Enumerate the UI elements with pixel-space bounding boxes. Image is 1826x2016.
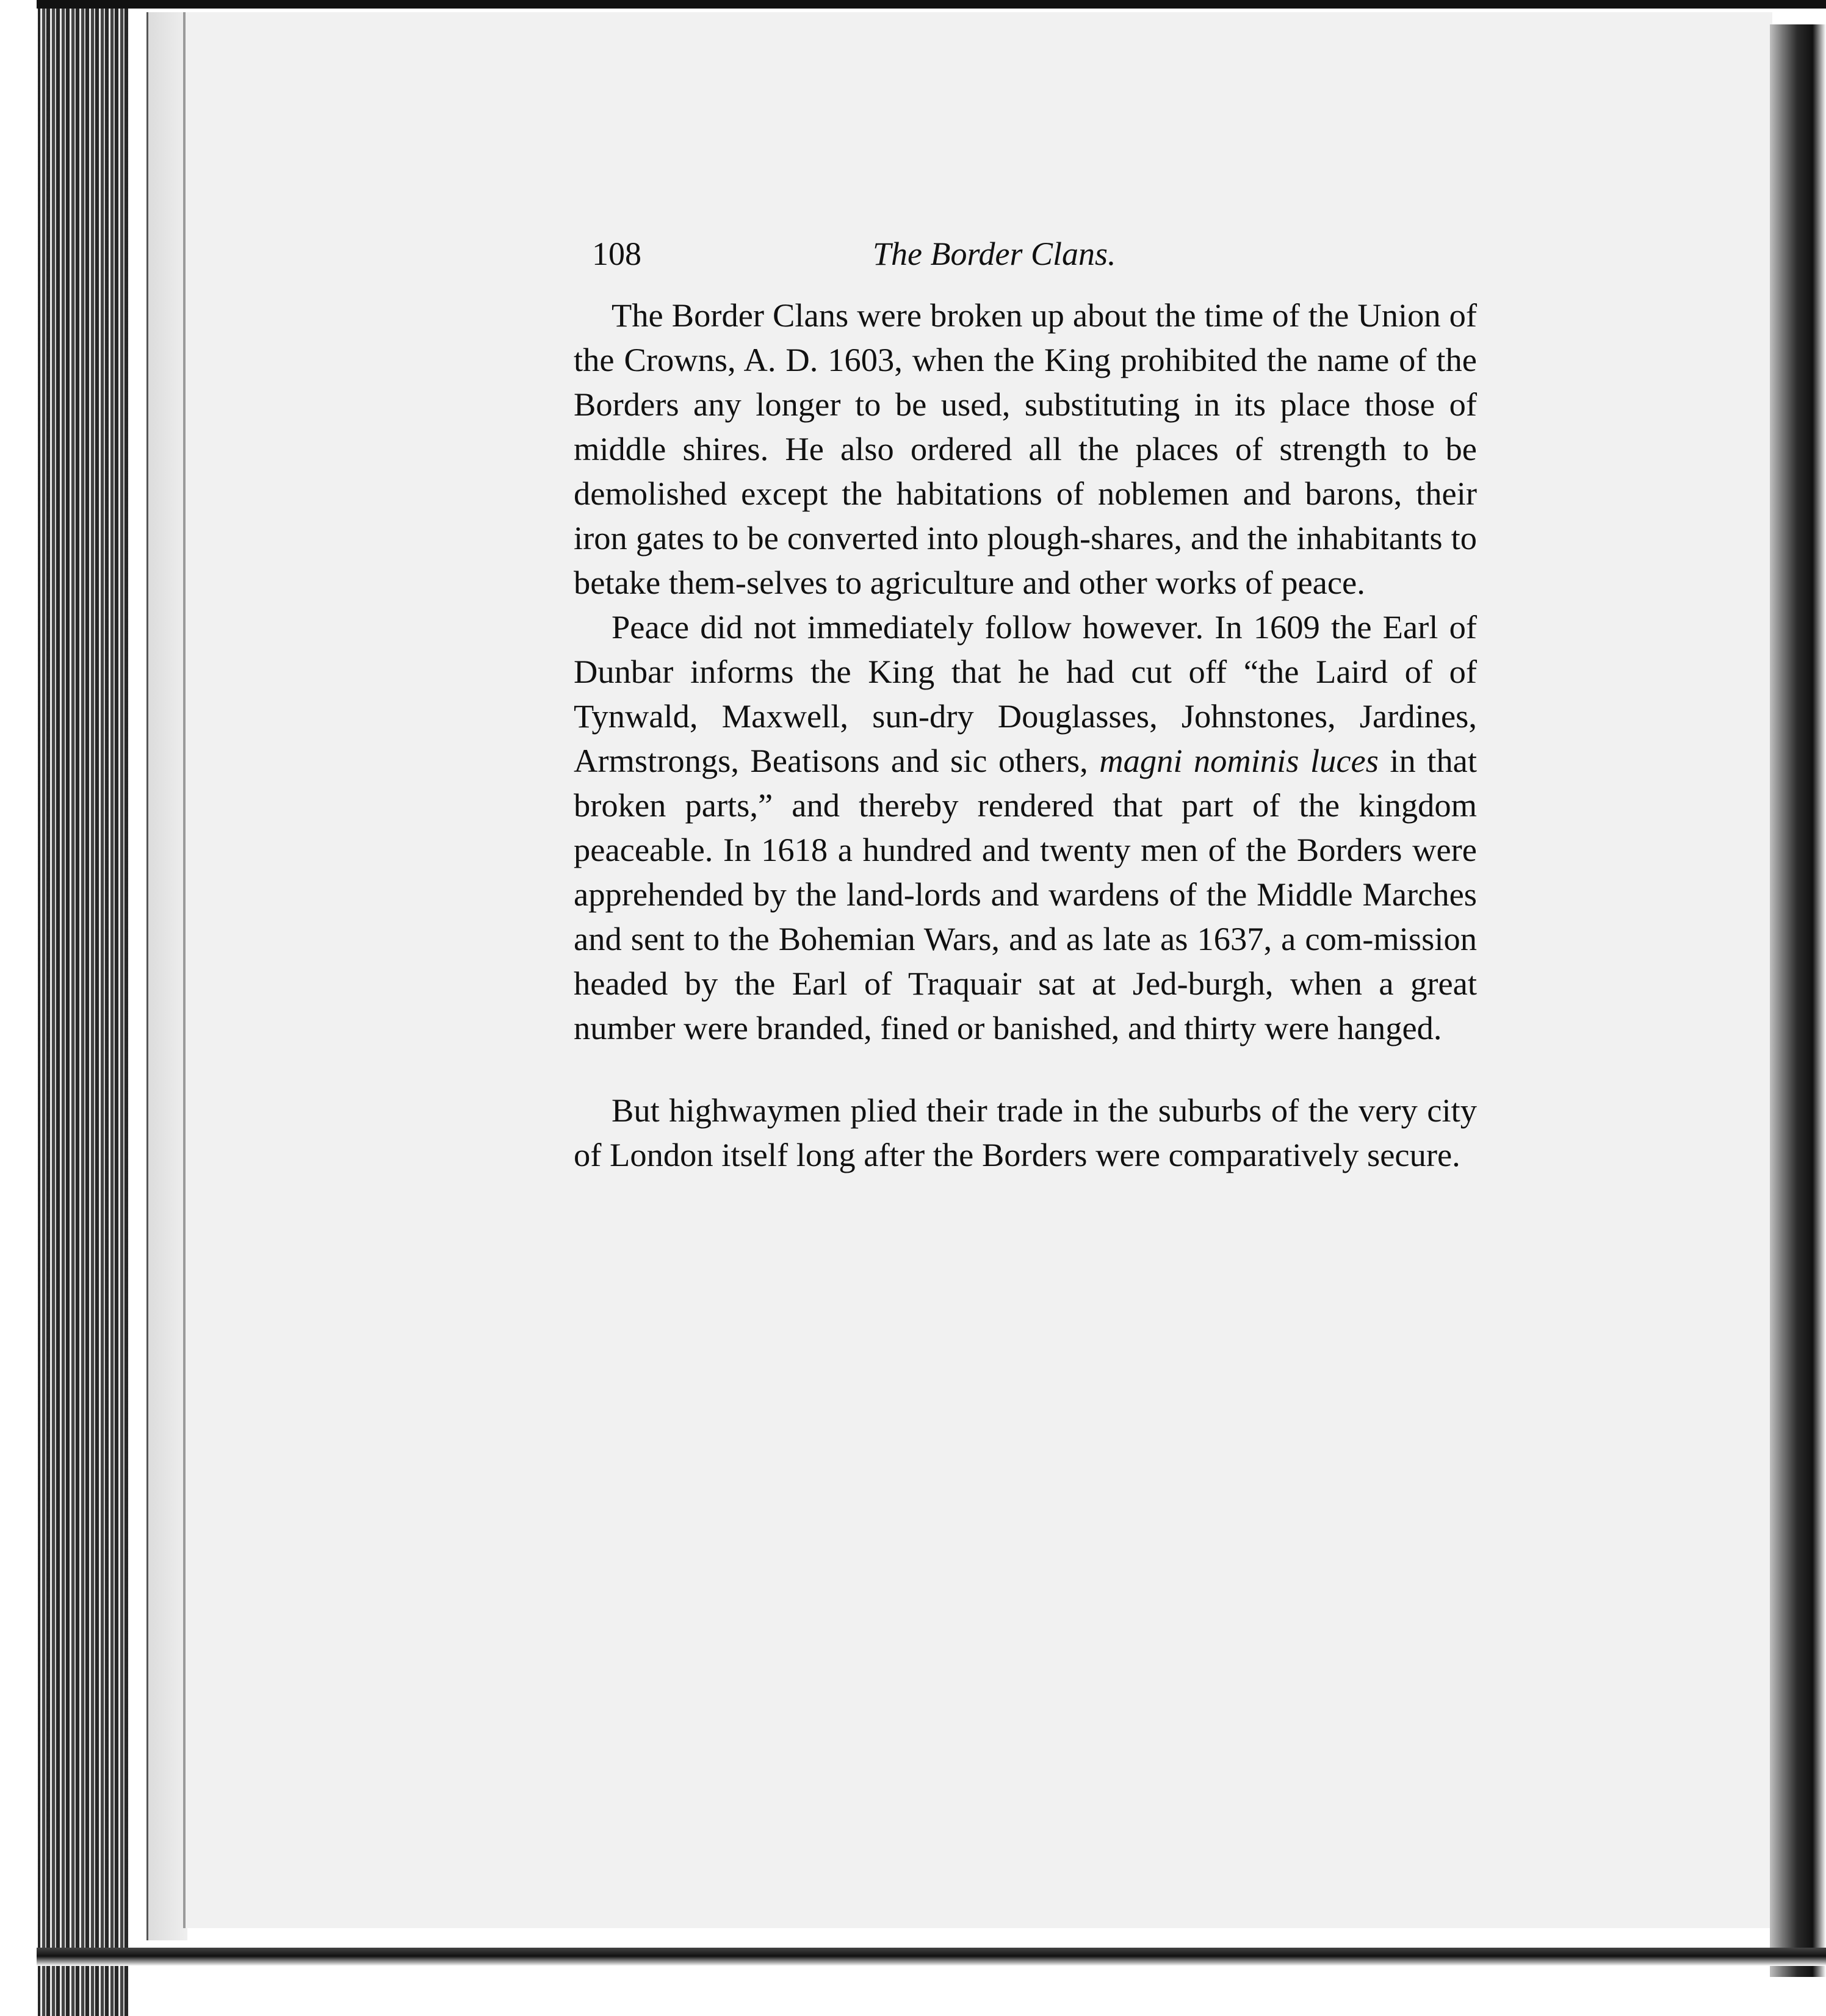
running-head [574,232,1477,293]
page-gutter [146,12,187,1940]
book-edge-right [1770,24,1826,1977]
paragraph-1: The Border Clans were broken up about the time of the Union of the Crowns, A. D. 1603, when the King prohibited the name of the Borders any longer to be used, substituting in its place those of middle shires. He also ordered all the places of strength to be demolished except the habitations of noblemen and barons, their iron gates to be converted into plough-shares, and the inhabitants to betake them-selves to agriculture and other works of peace. [574,297,1477,601]
book-edge-left [37,0,128,2016]
paragraph-2-latin-phrase: magni nominis luces [1099,742,1379,779]
paragraph-3: But highwaymen plied their trade in the suburbs of the very city of London itself long after the Borders were comparatively secure. [574,1092,1477,1173]
book-edge-bottom [37,1948,1826,1966]
page-number: 108 [592,236,641,272]
paragraph-2-text-after: in that broken parts,” and thereby rendered that part of the kingdom peaceable. In 1618 a hundred and twenty men of the Borders were apprehended by the land-lords and wardens of the Middle Marches and sent to the Bohemian Wars, and as late as 1637, a com-mission headed by the Earl of Traquair sat at Jed-burgh, when a great number were branded, fined or banished, and thirty were hanged. [574,742,1477,1046]
running-title: The Border Clans. [873,236,1116,272]
paragraph-2-text-before: Peace did not immediately follow however. In 1609 the Earl of Dunbar informs the King that he had cut off “the Laird of of Tynwald, Maxwell, sun-dry Douglasses, Johnstones, Jardines, Armstrongs, Beatisons and sic others, [574,608,1477,779]
text-block [574,232,1477,1177]
book-edge-top [37,0,1826,9]
paragraph-2 [574,605,1477,1050]
scan-margin-left [0,0,38,2016]
